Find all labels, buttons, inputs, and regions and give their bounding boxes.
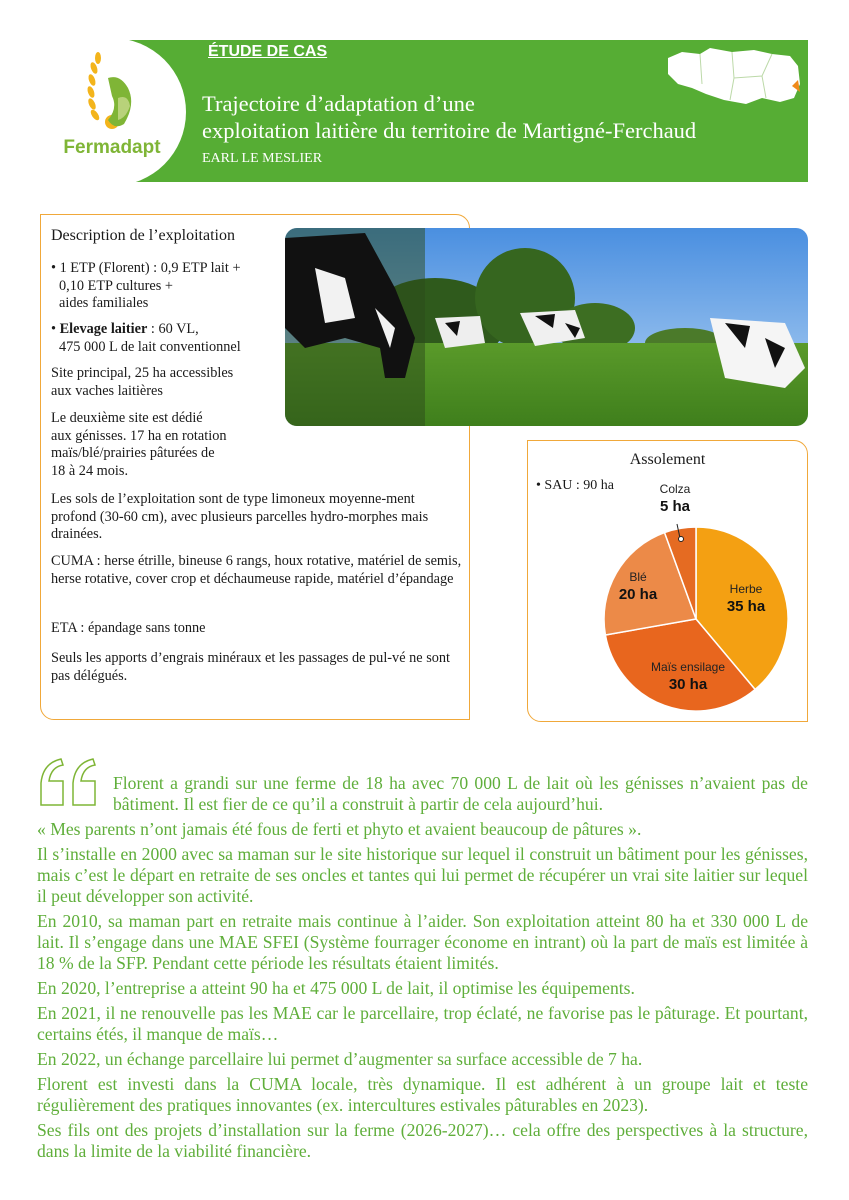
assolement-title: Assolement [629, 451, 706, 468]
story-paragraph: En 2022, un échange parcellaire lui permet d’augmenter sa surface accessible de 7 ha. [37, 1049, 643, 1069]
title-line-1: Trajectoire d’adaptation d’une [202, 91, 475, 116]
colza-leader-dot [679, 537, 684, 542]
farm-story [37, 773, 808, 1166]
etp-line-3: aides familiales [59, 295, 149, 311]
title-line-2: exploitation laitière du territoire de Martigné-Ferchaud [202, 118, 697, 143]
site-secondaire [51, 410, 227, 480]
elevage-label: Elevage laitier [59, 321, 148, 337]
etp-item [51, 260, 241, 313]
delegation-text: Seuls les apports d’engrais minéraux et les passages de pul-vé ne sont pas délégués. [51, 650, 451, 684]
story-paragraph: « Mes parents n’ont jamais été fous de ferti et phyto et avaient beaucoup de pâtures ». [37, 819, 642, 839]
soils-text: Les sols de l’exploitation sont de type limoneux moyenne-ment profond (30-60 cm), avec plusieurs parcelles hydro-morphes mais drainées. [51, 491, 429, 542]
elevage-item: • Elevage laitier : 60 VL, 475 000 L de lait conventionnel [51, 321, 241, 355]
etp-line-1: • 1 ETP (Florent) : 0,9 ETP lait + [51, 260, 241, 276]
story-paragraph: Ses fils ont des projets d’installation sur la ferme (2026-2027)… cela offre des perspectives à la structure, dans la limite de la viabilité financière. [37, 1120, 808, 1161]
pie-label-name: Blé [629, 570, 647, 584]
pie-label-value: 5 ha [659, 498, 691, 515]
site2-line-1: Le deuxième site est dédié [51, 410, 203, 426]
elevage-value: : 60 VL, [147, 321, 199, 337]
case-study-label: ÉTUDE DE CAS [208, 43, 328, 60]
story-paragraph: En 2010, sa maman part en retraite mais continue à l’aider. Son exploitation atteint 80 ha et 330 000 L de lait. Il s’engage dans une MAE SFEI (Système fourrager économe en intrant) où la part de maïs est limitée à 18 % de la SFP. Pendant cette période les résultats étaient limités. [37, 911, 808, 973]
pie-label-value: 20 ha [618, 586, 658, 603]
site1-line-1: Site principal, 25 ha accessibles [51, 365, 234, 381]
story-paragraph: Florent a grandi sur une ferme de 18 ha avec 70 000 L de lait où les génisses n’avaient pas de bâtiment. Il est fier de ce qu’il a construit à partir de cela aujourd’hui. [113, 773, 808, 814]
story-paragraph: En 2020, l’entreprise a atteint 90 ha et 475 000 L de lait, il optimise les équipements. [37, 978, 635, 998]
story-paragraph: En 2021, il ne renouvelle pas les MAE car le parcellaire, trop éclaté, ne favorise pas le pâturage. Et pourtant, certains étés, il manque de maïs… [37, 1003, 808, 1044]
assolement-box [527, 440, 808, 722]
story-paragraph: Il s’installe en 2000 avec sa maman sur le site historique sur lequel il construit un bâtiment pour les génisses, mais c’est le départ en retraite de ses oncles et tantes qui lui permet de récupérer un vrai site laitier sur lequel il peut développer son activité. [37, 844, 808, 906]
pie-label-value: 35 ha [726, 598, 766, 615]
eta-text: ETA : épandage sans tonne [51, 620, 206, 636]
fermadapt-logo-icon [68, 48, 158, 138]
cows-grazing-photo [285, 228, 808, 426]
elevage-line-2: 475 000 L de lait conventionnel [59, 338, 241, 355]
pie-label-name: Maïs ensilage [650, 660, 726, 674]
logo-text: Fermadapt [63, 137, 161, 158]
description-title: Description de l’exploitation [51, 227, 235, 244]
pie-label-name: Colza [659, 482, 691, 496]
site-principal [51, 365, 233, 400]
farm-name: EARL LE MESLIER [202, 151, 323, 166]
etp-line-2: 0,10 ETP cultures + [59, 277, 173, 294]
assolement-pie-chart [528, 441, 809, 723]
pie-label-name: Herbe [729, 582, 763, 596]
page-title [202, 90, 696, 144]
site2-line-4: 18 à 24 mois. [51, 462, 129, 479]
site2-line-3: maïs/blé/prairies pâturées de [51, 445, 215, 461]
site2-line-2: aux génisses. 17 ha en rotation [51, 427, 227, 444]
cuma-text: CUMA : herse étrille, bineuse 6 rangs, houx rotative, matériel de semis, herse rotative, cover crop et déchaumeuse rapide, matériel d’épandage [51, 553, 462, 587]
sau-value: • SAU : 90 ha [536, 478, 615, 493]
site1-line-2: aux vaches laitières [51, 382, 163, 399]
brittany-map-icon [662, 44, 808, 110]
story-paragraph: Florent est investi dans la CUMA locale, très dynamique. Il est adhérent à un groupe lait et teste régulièrement des pratiques innovantes (ex. intercultures estivales pâturables en 2023). [37, 1074, 808, 1115]
pie-label-value: 30 ha [668, 676, 708, 693]
